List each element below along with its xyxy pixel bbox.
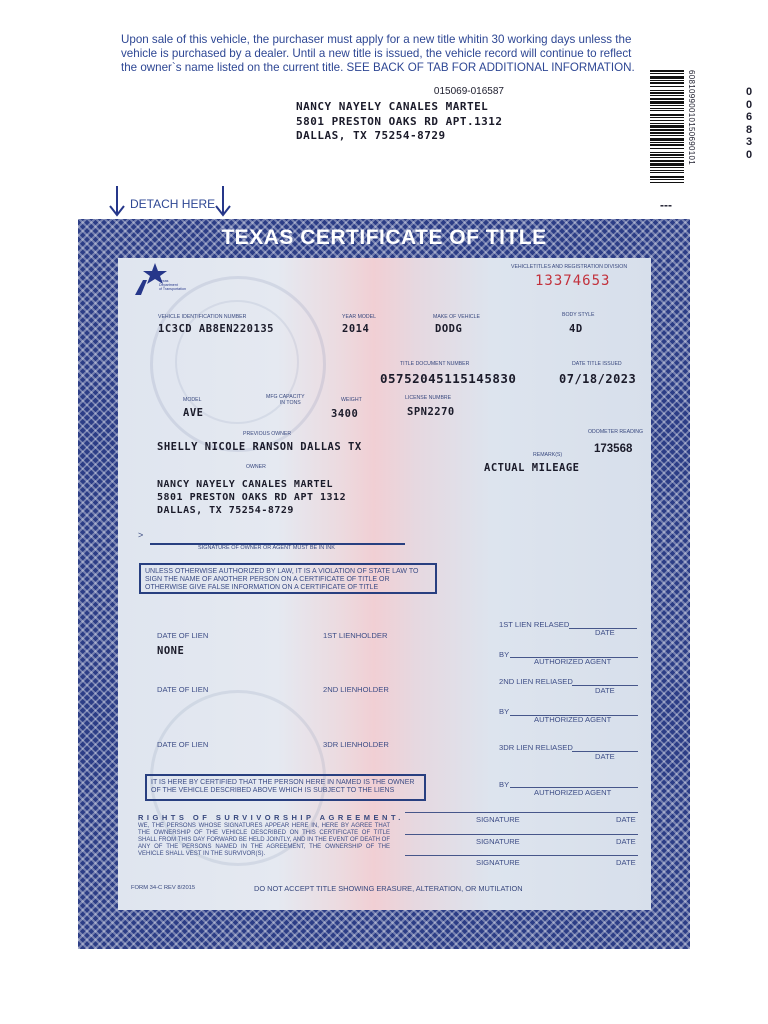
control-number: 13374653 (535, 273, 611, 289)
lienholder-2-label: 2ND LIENHOLDER (323, 685, 389, 694)
form-number: FORM 34-C REV 8/2015 (131, 885, 196, 891)
lienholder-1-value: NONE (157, 645, 185, 657)
doc-number-value: 05752045115145830 (380, 371, 517, 386)
survivorship-text: WE, THE PERSONS WHOSE SIGNATURES APPEAR HERE IN, HERE BY AGREE THAT THE OWNERSHIP OF THE VEHICLE DESCRIBED ON THIS CERTIFICATE OF TITLE SHALL FROM THIS DAY FORWARD BE HELD JOINTLY, AND IN THE EVENT OF DEATH OF ANY OF THE PERSONS NAMED IN THE AGREEMENT, THE OWNERSHIP OF THE VEHICLE SHALL VEST IN THE SURVIVOR(S). (138, 823, 390, 857)
authorized-agent-label: AUTHORIZED AGENT (534, 788, 612, 797)
side-digit: 6 (745, 111, 753, 123)
side-digit: 0 (745, 148, 753, 161)
previous-owner-value: SHELLY NICOLE RANSON DALLAS TX (157, 441, 362, 453)
mailing-street: 5801 PRESTON OAKS RD APT.1312 (296, 114, 503, 128)
survivor-signature-line[interactable] (405, 834, 638, 835)
vin-value: 1C3CD AB8EN220135 (158, 323, 274, 335)
year-label: YEAR MODEL (342, 314, 377, 320)
tab-dashes: --- (660, 198, 672, 212)
license-value: SPN2270 (407, 406, 455, 418)
control-range: 015069-016587 (433, 86, 504, 97)
date-of-lien-label: DATE OF LIEN (157, 631, 209, 640)
date-label: DATE (595, 628, 615, 637)
logo-text (159, 279, 186, 291)
by-label: BY (499, 707, 510, 716)
signature-label: SIGNATURE (476, 837, 520, 846)
weight-value: 3400 (331, 408, 359, 420)
mailing-city: DALLAS, TX 75254-8729 (296, 129, 446, 142)
mailing-address (296, 100, 503, 144)
date-label: DATE (595, 752, 615, 761)
authorized-agent-label: AUTHORIZED AGENT (534, 715, 612, 724)
date-issued-value: 07/18/2023 (559, 372, 637, 386)
remarks-label: REMARK(S) (533, 452, 563, 458)
lien-3-released-label: 3DR LIEN RELIASED (499, 743, 573, 752)
vin-label: VEHICLE IDENTIFICATION NUMBER (158, 314, 247, 320)
body-style-label: BODY STYLE (562, 312, 595, 318)
certificate-title: TEXAS CERTIFICATE OF TITLE (221, 226, 547, 249)
notice-line: vehicle is purchased by a dealer. Until a new title is issued, the vehicle record will continue to reflect (121, 47, 632, 60)
weight-label: WEIGHT (341, 397, 362, 403)
survivorship-title: RIGHTS OF SURVIVORSHIP AGREEMENT. (138, 813, 404, 822)
date-of-lien-label: DATE OF LIEN (157, 740, 209, 749)
by-label: BY (499, 650, 510, 659)
make-label: MAKE OF VEHICLE (433, 314, 480, 320)
mailing-name: NANCY NAYELY CANALES MARTEL (296, 100, 489, 113)
notice-line: the owner`s name listed on the current title. SEE BACK OF TAB FOR ADDITIONAL INFORMATION. (121, 61, 635, 74)
owner-value (157, 478, 346, 517)
previous-owner-label: PREVIOUS OWNER (243, 431, 292, 437)
barcode-graphic (650, 70, 684, 184)
violation-warning: UNLESS OTHERWISE AUTHORIZED BY LAW, IT IS A VIOLATION OF STATE LAW TO SIGN THE NAME OF ANOTHER PERSON ON A CERTIFICATE OF TITLE OR OTHERWISE GIVE FALSE INFORMATION ON A CERTIFICATE OF TITLE (139, 563, 437, 594)
lien-2-released-label: 2ND LIEN RELIASED (499, 677, 573, 686)
owner-line: DALLAS, TX 75254-8729 (157, 505, 294, 516)
logo-line: Texas (159, 279, 169, 283)
date-label: DATE (616, 858, 636, 867)
owner-line: 5801 PRESTON OAKS RD APT 1312 (157, 492, 347, 503)
side-digit: 8 (745, 123, 753, 136)
owner-label: OWNER (246, 464, 266, 470)
logo-line: of Transportation (159, 287, 186, 291)
authorized-agent-label: AUTHORIZED AGENT (534, 657, 612, 666)
remarks-value: ACTUAL MILEAGE (484, 462, 580, 474)
odometer-value: 173568 (594, 443, 633, 455)
capacity-label-line: MFG CAPACITY (266, 394, 305, 400)
detach-label: DETACH HERE (130, 197, 216, 211)
notice-line: Upon sale of this vehicle, the purchaser must apply for a new title whitin 30 working days unless the (121, 33, 632, 46)
side-digit: 3 (745, 136, 753, 148)
owner-line: NANCY NAYELY CANALES MARTEL (157, 479, 334, 490)
certification-statement: IT IS HERE BY CERTIFIED THAT THE PERSON HERE IN NAMED IS THE OWNER OF THE VEHICLE DESCRIBED ABOVE WHICH IS SUBJECT TO THE LIENS (145, 774, 426, 801)
model-value: AVE (183, 407, 204, 419)
lienholder-1-label: 1ST LIENHOLDER (323, 631, 388, 640)
year-value: 2014 (342, 323, 370, 335)
survivor-signature-line[interactable] (405, 812, 638, 813)
date-label: DATE (616, 815, 636, 824)
logo-line: Department (159, 283, 178, 287)
date-issued-label: DATE TITLE ISSUED (572, 361, 622, 367)
odometer-label: ODOMETER READING (588, 429, 644, 435)
license-label: LICENSE NUMBRE (405, 395, 452, 401)
doc-number-label: TITLE DOCUMENT NUMBER (400, 361, 470, 367)
side-digit: 0 (745, 98, 753, 111)
side-digits (744, 86, 754, 161)
make-value: DODG (435, 323, 463, 335)
arrow-down-icon (107, 186, 127, 218)
barcode-number: 60810990010150690101 (687, 70, 696, 165)
by-label: BY (499, 780, 510, 789)
capacity-label (266, 395, 305, 406)
sale-notice (121, 33, 659, 75)
arrow-down-icon (213, 186, 233, 218)
signature-marker: > (138, 530, 144, 540)
date-of-lien-label: DATE OF LIEN (157, 685, 209, 694)
survivor-signature-line[interactable] (405, 855, 638, 856)
signature-label: SIGNATURE (476, 815, 520, 824)
signature-label: SIGNATURE (476, 858, 520, 867)
capacity-label-line: IN TONS (279, 399, 301, 406)
body-style-value: 4D (569, 323, 583, 335)
lienholder-3-label: 3DR LIENHOLDER (323, 740, 389, 749)
date-label: DATE (595, 686, 615, 695)
division-label: VEHICLETITLES AND REGISTRATION DIVISION (511, 264, 628, 270)
date-label: DATE (616, 837, 636, 846)
footer-warning: DO NOT ACCEPT TITLE SHOWING ERASURE, ALTERATION, OR MUTILATION (254, 884, 523, 893)
signature-label: SIGNATURE OF OWNER OR AGENT MUST BE IN INK (198, 545, 335, 551)
model-label: MODEL (183, 397, 202, 403)
side-digit: 0 (745, 86, 753, 98)
lien-1-released-label: 1ST LIEN RELASED (499, 620, 570, 629)
